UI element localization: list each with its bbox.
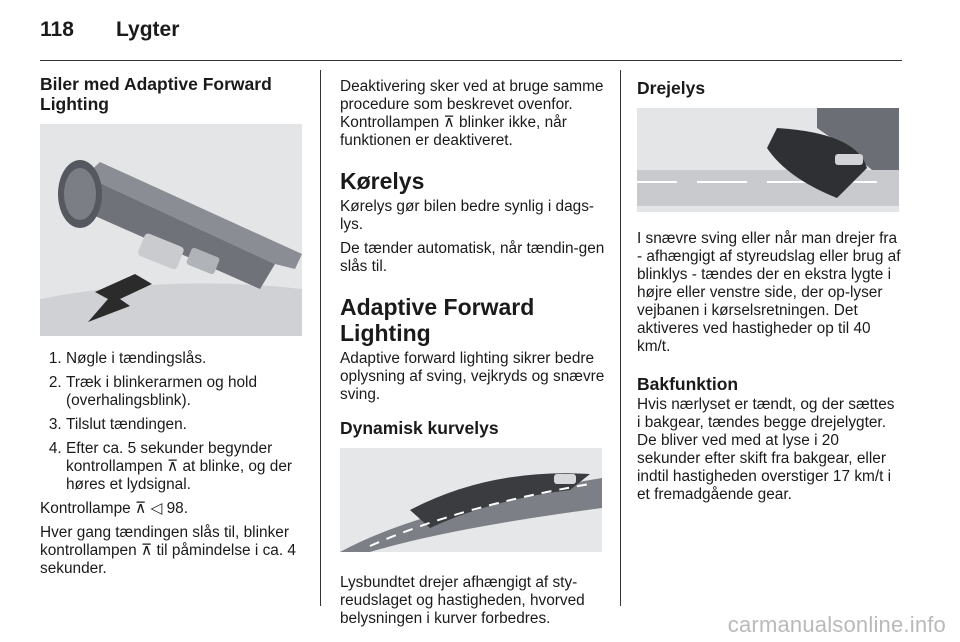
page-number: 118 [40,18,74,41]
drejelys-paragraph: I snævre sving eller når man drejer fra - afhængigt af styreudslag eller brug af blinklys - tændes der en ekstra lygte i højre eller venstre side, der op-lyser vejbanen i kørselsretningen. Det aktiveres ved hastigheder op til 40 km/t. [637,230,901,355]
section-heading-korelys: Kørelys [340,168,425,194]
stalk-illustration [40,124,302,336]
section-heading-afl: Adaptive Forward Lighting [340,294,535,346]
column-2 [340,78,606,634]
section-heading-dynamic: Dynamisk kurvelys [340,418,499,438]
watermark: carmanualsonline.info [727,612,946,637]
column-3 [637,78,901,510]
cornering-light-illustration [637,108,899,212]
step-4: 4. Efter ca. 5 sekunder begynder kontrollampen ⊼ at blinke, og der høres et lydsignal. [66,440,304,494]
korelys-paragraph-2: De tænder automatisk, når tændin-gen slås til. [340,240,605,275]
afl-paragraph: Adaptive forward lighting sikrer bedre oplysning af sving, vejkryds og snævre sving. [340,350,605,403]
deactivation-paragraph: Deaktivering sker ved at bruge samme procedure som beskrevet ovenfor. Kontrollampen ⊼ blinker ikke, når funktionen er deaktiveret. [340,78,604,149]
curve-light-icon [340,448,602,552]
step-1: 1. Nøgle i tændingslås. [66,350,304,368]
curve-light-illustration [340,448,602,552]
column-1 [40,74,304,584]
header-rule [40,60,902,61]
column-divider-2 [620,70,621,606]
activation-steps [40,350,304,494]
page-header [40,18,179,42]
step-2: 2. Træk i blinkerarmen og hold (overhalingsblink). [66,374,304,410]
chapter-title: Lygter [116,18,180,41]
step-3: 3. Tilslut tændingen. [66,416,304,434]
bakfunktion-paragraph: Hvis nærlyset er tændt, og der sættes i bakgear, tændes begge drejelygter. De bliver ved med at lyse i 20 sekunder efter skift fra bakgear, eller indtil hastigheden overstiger 17 km/t i et fremadgående gear. [637,396,895,503]
section-heading-afl-cars: Biler med Adaptive Forward Lighting [40,74,272,114]
dynamic-paragraph: Lysbundtet drejer afhængigt af sty-reudslaget og hastigheden, hvorved belysningen i kurver forbedres. [340,574,585,627]
section-heading-bakfunktion: Bakfunktion [637,374,739,394]
turn-signal-stalk-icon [40,124,302,336]
cornering-light-icon [637,108,899,212]
section-heading-drejelys: Drejelys [637,78,706,98]
reminder-paragraph: Hver gang tændingen slås til, blinker kontrollampen ⊼ til påmindelse i ca. 4 sekunder. [40,524,296,577]
column-divider-1 [320,70,321,606]
indicator-reference: Kontrollampe ⊼ ◁ 98. [40,500,189,517]
korelys-paragraph-1: Kørelys gør bilen bedre synlig i dags-lys. [340,198,595,233]
